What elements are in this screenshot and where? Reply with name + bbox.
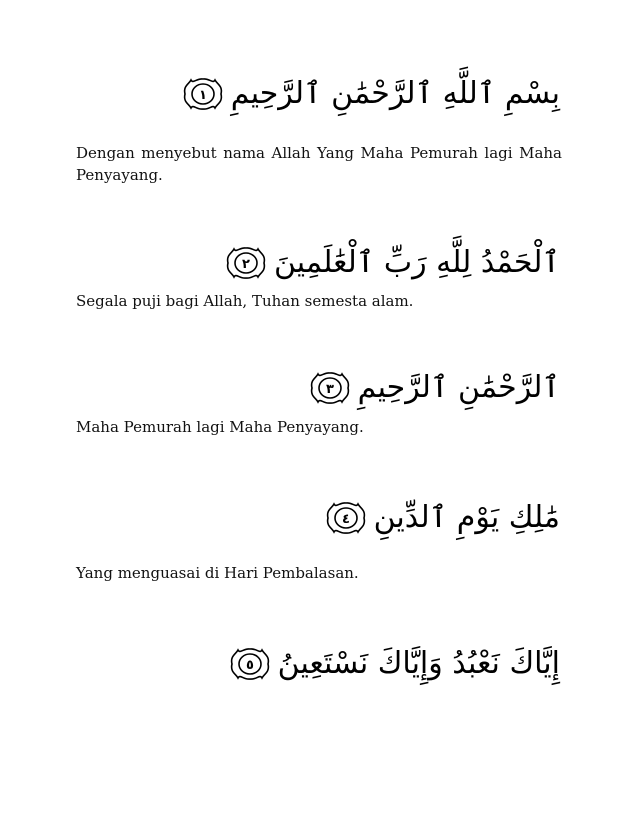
arabic-text-1: بِسْمِ ٱللَّهِ ٱلرَّحْمَٰنِ ٱلرَّحِيمِ — [230, 76, 560, 111]
ayah-marker-icon — [324, 498, 368, 538]
translation-4: Yang menguasai di Hari Pembalasan. — [76, 564, 359, 582]
ayah-number-5: ٥ — [245, 658, 254, 673]
translation-2: Segala puji bagi Allah, Tuhan semesta alam. — [76, 292, 414, 310]
translation-3: Maha Pemurah lagi Maha Penyayang. — [76, 418, 364, 436]
ayah-number-2: ٢ — [242, 257, 250, 272]
ayah-marker-icon — [228, 644, 272, 684]
ayah-marker-icon — [224, 243, 268, 283]
arabic-line-1 — [181, 74, 560, 114]
arabic-text-3: ٱلرَّحْمَٰنِ ٱلرَّحِيمِ — [357, 370, 560, 405]
translation-1: Dengan menyebut nama Allah Yang Maha Pemurah lagi Maha Penyayang. — [76, 144, 562, 184]
ayah-number-1: ١ — [198, 88, 207, 103]
arabic-text-2: ٱلْحَمْدُ لِلَّهِ رَبِّ ٱلْعَٰلَمِينَ — [273, 245, 560, 280]
arabic-line-4 — [324, 498, 560, 538]
ayah-number-4: ٤ — [341, 512, 350, 527]
arabic-line-5 — [228, 644, 560, 684]
ayah-number-3: ٣ — [325, 382, 334, 397]
arabic-line-2 — [224, 243, 560, 283]
ayah-marker-icon — [181, 74, 225, 114]
arabic-text-5: إِيَّاكَ نَعْبُدُ وَإِيَّاكَ نَسْتَعِينُ — [277, 646, 560, 681]
ayah-marker-icon — [308, 368, 352, 408]
arabic-line-3 — [308, 368, 560, 408]
arabic-text-4: مَٰلِكِ يَوْمِ ٱلدِّينِ — [373, 500, 560, 535]
